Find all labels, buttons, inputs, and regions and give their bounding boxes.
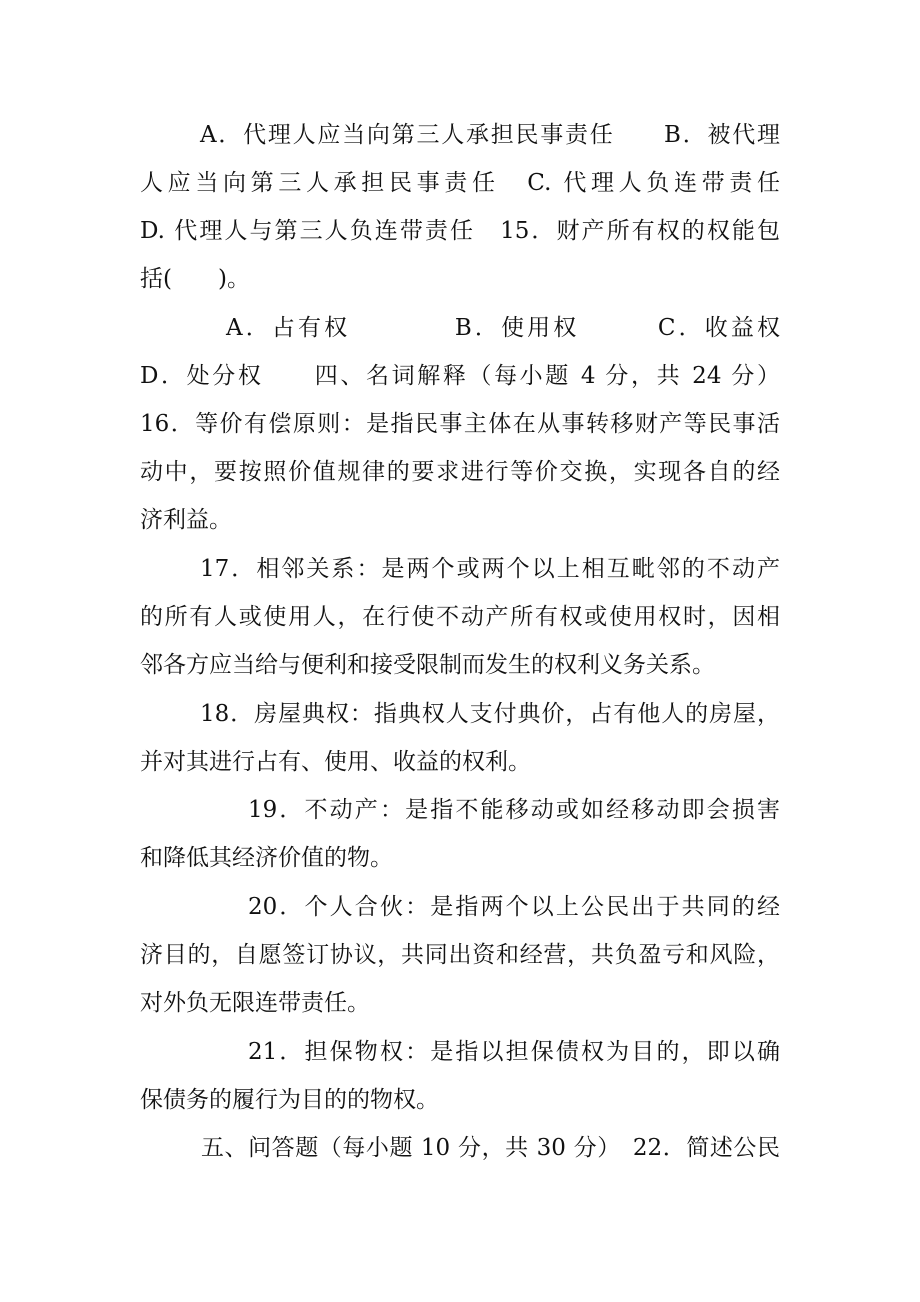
text-line: 16．等价有偿原则：是指民事主体在从事转移财产等民事活 bbox=[140, 411, 780, 437]
text-line: 19．不动产：是指不能移动或如经移动即会损害 bbox=[248, 797, 780, 823]
text-line: 五、问答题（每小题 10 分，共 30 分） 22．简述公民 bbox=[201, 1135, 780, 1161]
text-line: 济利益。 bbox=[140, 507, 232, 533]
text-line: A．占有权 B．使用权 C．收益权 bbox=[226, 315, 780, 341]
text-line: 邻各方应当给与便利和接受限制而发生的权利义务关系。 bbox=[140, 652, 715, 678]
text-line: 保债务的履行为目的的物权。 bbox=[140, 1087, 439, 1113]
text-line: 动中，要按照价值规律的要求进行等价交换，实现各自的经 bbox=[140, 459, 780, 485]
text-line: A．代理人应当向第三人承担民事责任 B．被代理 bbox=[200, 122, 780, 148]
text-line: 人应当向第三人承担民事责任 C. 代理人负连带责任 bbox=[140, 170, 780, 196]
text-line: 20．个人合伙：是指两个以上公民出于共同的经 bbox=[248, 894, 780, 920]
text-line: 和降低其经济价值的物。 bbox=[140, 845, 393, 871]
text-line: 的所有人或使用人，在行使不动产所有权或使用权时，因相 bbox=[140, 604, 780, 630]
text-line: 并对其进行占有、使用、收益的权利。 bbox=[140, 749, 531, 775]
text-line: 括( )。 bbox=[140, 266, 250, 292]
text-line: 济目的，自愿签订协议，共同出资和经营，共负盈亏和风险， bbox=[140, 942, 780, 968]
text-line: D．处分权 四、名词解释（每小题 4 分，共 24 分） bbox=[140, 363, 780, 389]
text-line: 17．相邻关系：是两个或两个以上相互毗邻的不动产 bbox=[200, 556, 780, 582]
text-line: 18．房屋典权：指典权人支付典价，占有他人的房屋， bbox=[200, 701, 780, 727]
text-line: 对外负无限连带责任。 bbox=[140, 990, 370, 1016]
text-line: D. 代理人与第三人负连带责任 15．财产所有权的权能包 bbox=[140, 218, 780, 244]
text-line: 21．担保物权：是指以担保债权为目的，即以确 bbox=[248, 1039, 780, 1065]
